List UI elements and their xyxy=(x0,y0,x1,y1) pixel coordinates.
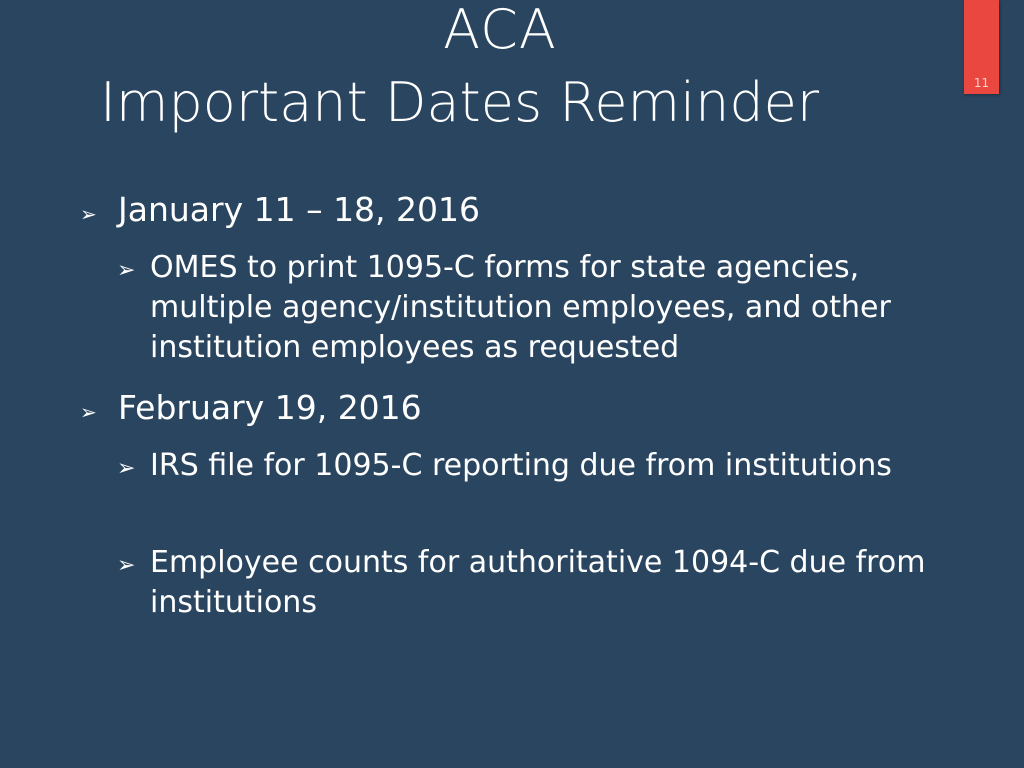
sub-bullet-text: IRS file for 1095-C reporting due from institutions xyxy=(150,448,892,483)
arrowhead-bullet-icon: ➢ xyxy=(80,202,97,226)
arrowhead-bullet-icon: ➢ xyxy=(117,553,136,578)
slide-title-line-1: ACA xyxy=(443,0,557,61)
arrowhead-bullet-icon: ➢ xyxy=(117,258,136,283)
sub-bullet-text: Employee counts for authoritative 1094-C due from institutions xyxy=(150,545,926,620)
slide-title-line-2: Important Dates Reminder xyxy=(100,71,820,134)
arrowhead-bullet-icon: ➢ xyxy=(80,400,97,424)
page-number: 11 xyxy=(973,76,990,90)
sub-bullet xyxy=(117,446,937,486)
bullet-text: February 19, 2016 xyxy=(118,388,422,427)
page-number-tab xyxy=(964,0,999,94)
sub-bullet xyxy=(117,248,937,368)
sub-bullet xyxy=(117,543,937,623)
bullet-text: January 11 – 18, 2016 xyxy=(118,190,481,229)
sub-bullet-text: OMES to print 1095-C forms for state agencies, multiple agency/institution employees, and other institution employees as requested xyxy=(150,250,891,365)
arrowhead-bullet-icon: ➢ xyxy=(117,456,136,481)
